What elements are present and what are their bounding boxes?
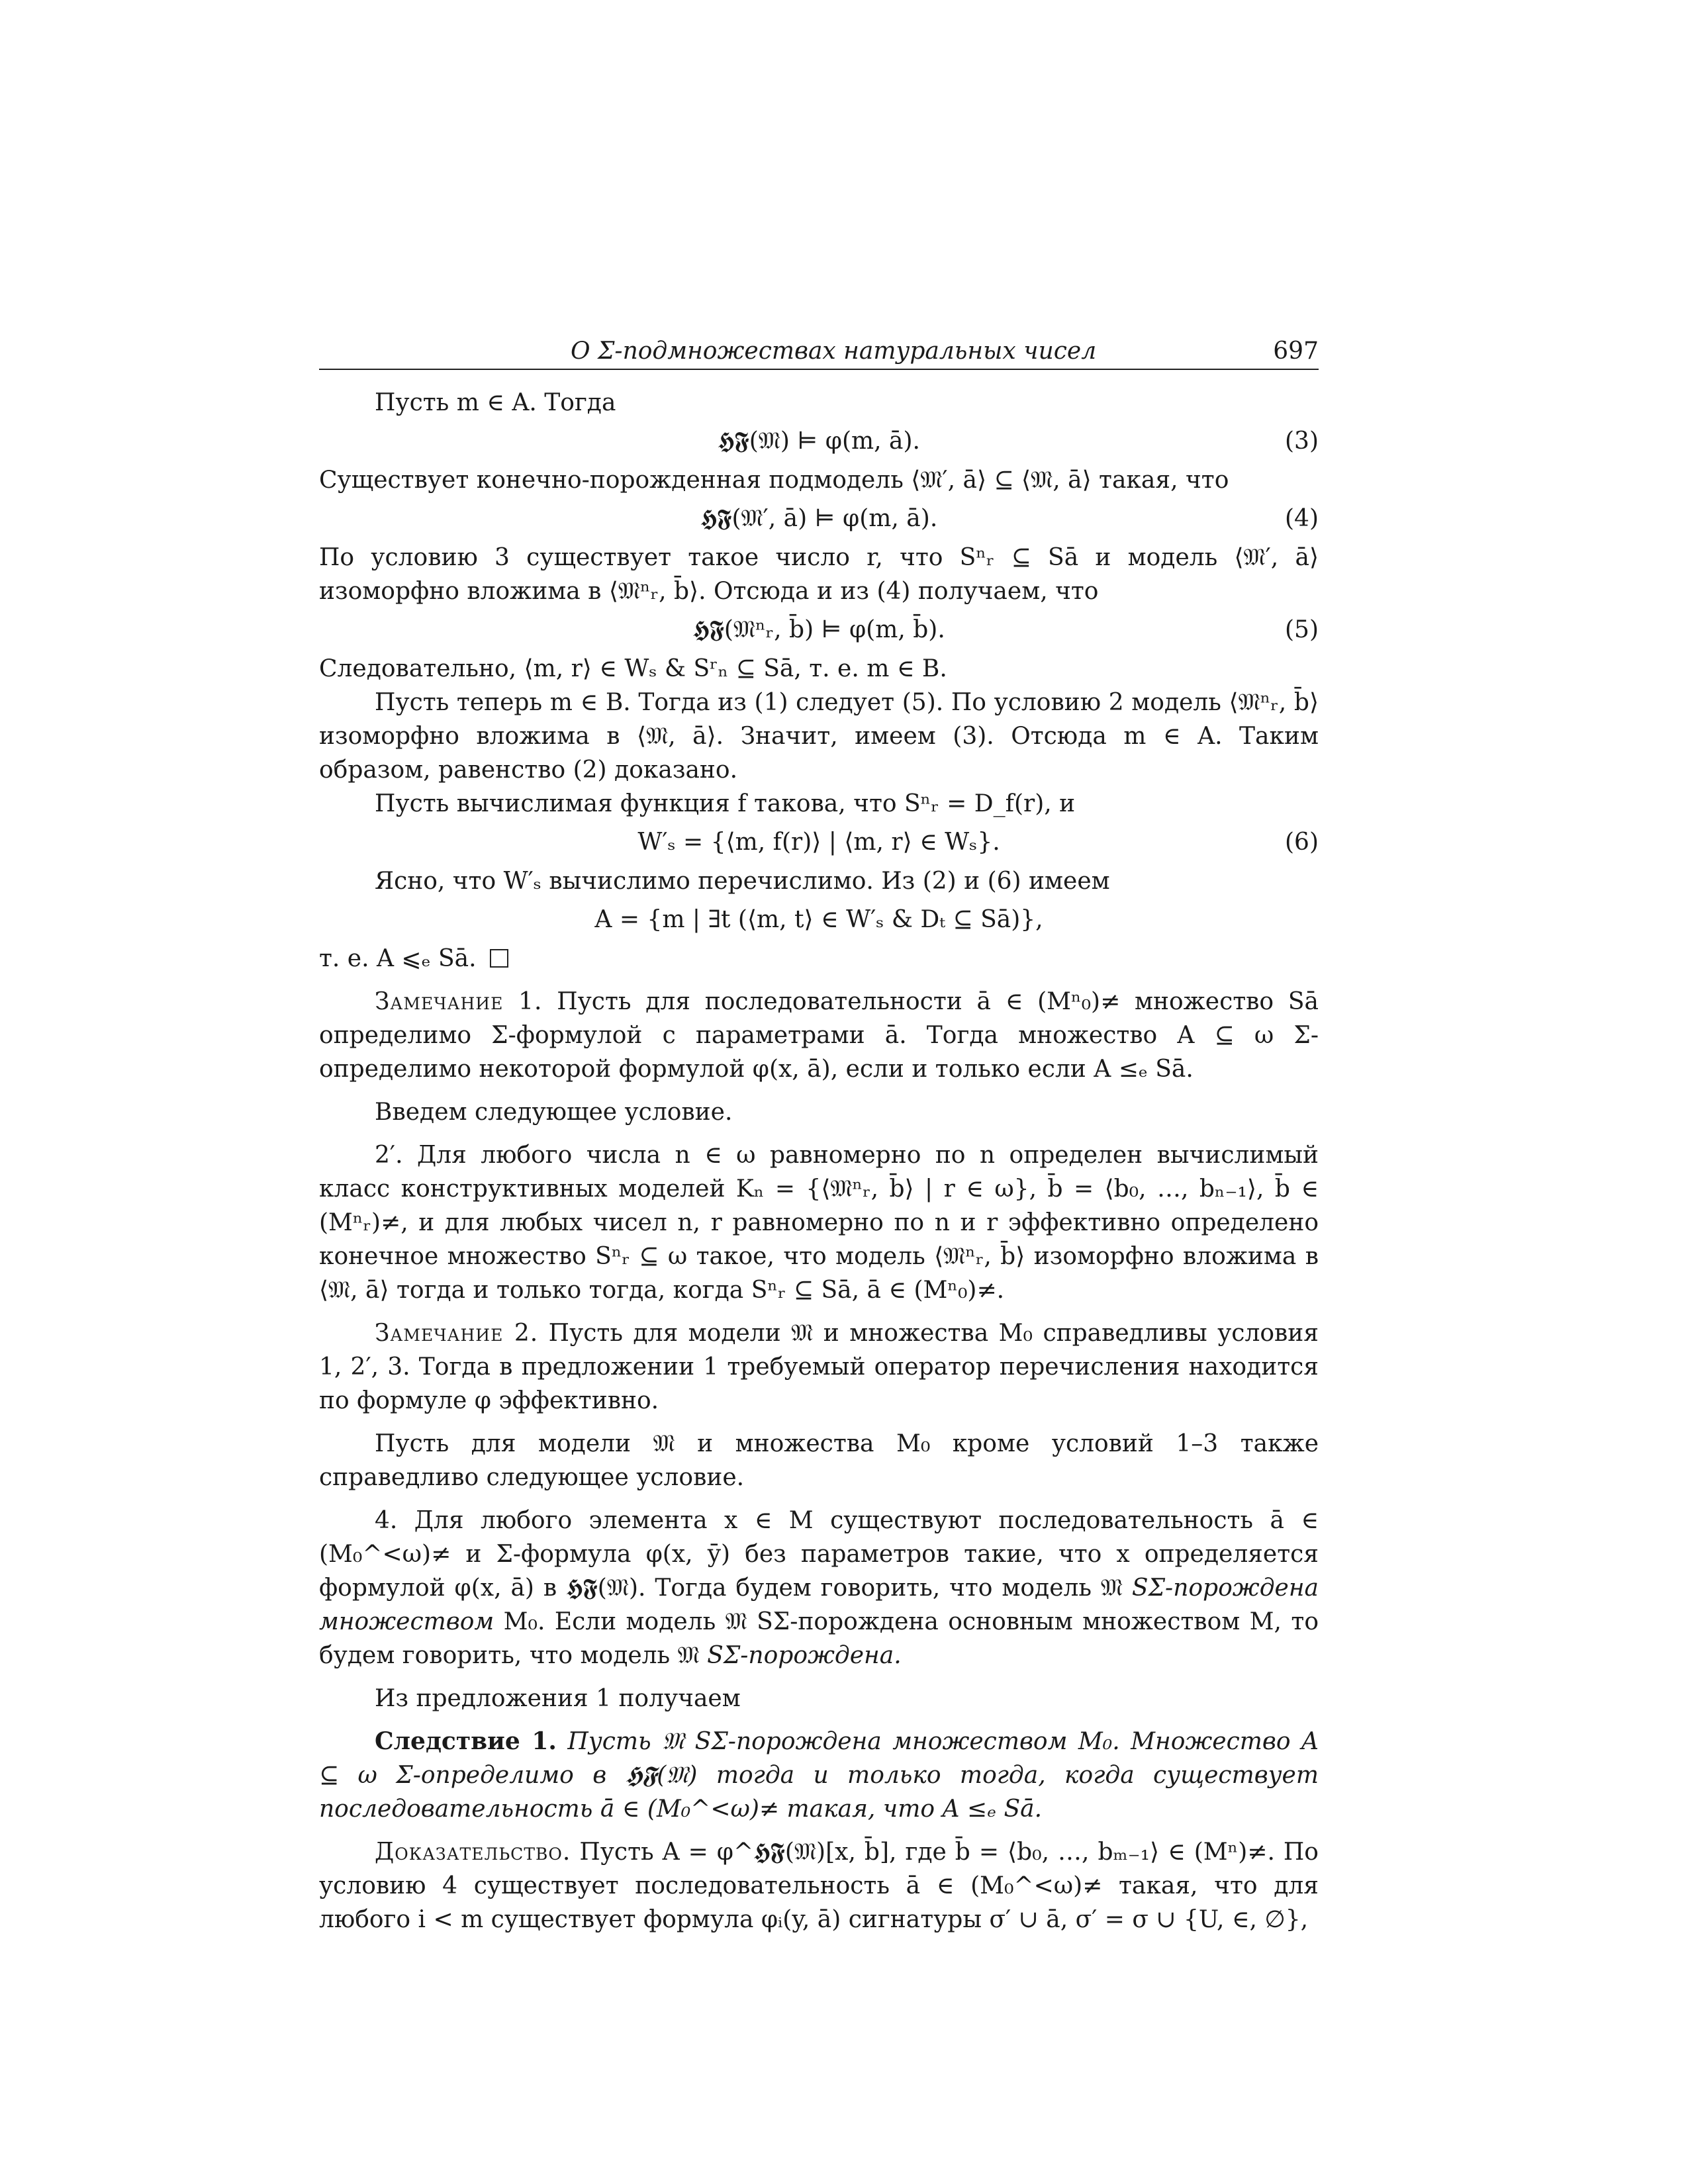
condition-text: M₀. Если модель 𝔐 SΣ-порождена основным множеством M, то будем говорить, что модель 𝔐 bbox=[319, 1608, 1319, 1669]
proof-label: Доказательство. bbox=[375, 1839, 571, 1866]
proof bbox=[319, 1835, 1319, 1936]
equation-body: 𝕳𝕱(𝔐ⁿᵣ, b̄) ⊨ φ(m, b̄). bbox=[692, 616, 945, 643]
running-title: О Σ-подмножествах натуральных чисел bbox=[571, 338, 1097, 365]
paragraph-text: т. е. A ⩽ₑ Sā. bbox=[319, 945, 477, 972]
corollary-text: Пусть 𝔐 SΣ-порождена множеством M₀. Множество A ⊆ ω Σ-определимо в 𝕳𝕱(𝔐) тогда и только тогда, когда существует последовательность ā ∈ (M₀^<ω)≠ такая, что A ≤ₑ Sā. bbox=[319, 1728, 1319, 1823]
remark-2 bbox=[319, 1316, 1319, 1418]
paragraph: Из предложения 1 получаем bbox=[375, 1685, 741, 1712]
paragraph: Ясно, что W′ₛ вычислимо перечислимо. Из (2) и (6) имеем bbox=[375, 868, 1110, 895]
equation-body: A = {m | ∃t (⟨m, t⟩ ∈ W′ₛ & Dₜ ⊆ Sā)}, bbox=[594, 906, 1043, 933]
equation-body: 𝕳𝕱(𝔐′, ā) ⊨ φ(m, ā). bbox=[700, 505, 938, 532]
equation-number: (3) bbox=[1285, 428, 1319, 455]
paragraph: Пусть теперь m ∈ B. Тогда из (1) следует (5). По условию 2 модель ⟨𝔐ⁿᵣ, b̄⟩ изоморфно вложима в ⟨𝔐, ā⟩. Значит, имеем (3). Отсюда m ∈ A. Таким образом, равенство (2) доказано. bbox=[319, 689, 1319, 784]
term-italic: SΣ-порождена. bbox=[707, 1642, 902, 1669]
proof-text: Пусть A = φ^𝕳𝕱(𝔐)[x, b̄], где b̄ = ⟨b₀, …, bₘ₋₁⟩ ∈ (Mⁿ)≠. По условию 4 существует последовательность ā ∈ (M₀^<ω)≠ такая, что для любого i < m существует формула φᵢ(y, ā) сигнатуры σ′ ∪ ā, σ′ = σ ∪ {U, ∈, ∅}, bbox=[319, 1839, 1319, 1933]
qed-square-icon bbox=[490, 949, 508, 968]
paragraph: По условию 3 существует такое число r, что Sⁿᵣ ⊆ Sā и модель ⟨𝔐′, ā⟩ изоморфно вложима в ⟨𝔐ⁿᵣ, b̄⟩. Отсюда и из (4) получаем, что bbox=[319, 544, 1319, 605]
equation-3 bbox=[319, 420, 1319, 463]
page-number: 697 bbox=[1273, 338, 1319, 365]
paragraph: Следовательно, ⟨m, r⟩ ∈ Wₛ & Sʳₙ ⊆ Sā, т. е. m ∈ B. bbox=[319, 655, 947, 682]
remark-label: Замечание 1. bbox=[375, 988, 543, 1015]
equation-number: (6) bbox=[1285, 829, 1319, 856]
paragraph-with-qed bbox=[319, 942, 1319, 976]
remark-text: Пусть для последовательности ā ∈ (Mⁿ₀)≠ множество Sā определимо Σ-формулой с параметрами ā. Тогда множество A ⊆ ω Σ-определимо некоторой формулой φ(x, ā), если и только если A ≤ₑ Sā. bbox=[319, 988, 1319, 1083]
term-italic: SΣ-порождена множеством bbox=[319, 1574, 1319, 1635]
page bbox=[319, 334, 1319, 1936]
paragraph: Пусть для модели 𝔐 и множества M₀ кроме условий 1–3 также справедливо следующее условие. bbox=[319, 1430, 1319, 1491]
condition-text: 4. Для любого элемента x ∈ M существуют последовательность ā ∈ (M₀^<ω)≠ и Σ-формула φ(x, ȳ) без параметров такие, что x определяется формулой φ(x, ā) в 𝕳𝕱(𝔐). Тогда будем говорить, что модель 𝔐 bbox=[319, 1507, 1319, 1602]
paragraph: Пусть вычислимая функция f такова, что Sⁿᵣ = D_f(r), и bbox=[375, 790, 1076, 817]
equation-4 bbox=[319, 497, 1319, 541]
equation-6 bbox=[319, 821, 1319, 864]
equation-5 bbox=[319, 608, 1319, 652]
equation-7 bbox=[319, 898, 1319, 942]
condition-4 bbox=[319, 1504, 1319, 1672]
condition-2-prime: 2′. Для любого числа n ∈ ω равномерно по n определен вычислимый класс конструктивных моделей Kₙ = {⟨𝔐ⁿᵣ, b̄⟩ | r ∈ ω}, b̄ = ⟨b₀, …, bₙ₋₁⟩, b̄ ∈ (Mⁿᵣ)≠, и для любых чисел n, r равномерно по n и r эффективно определено конечное множество Sⁿᵣ ⊆ ω такое, что модель ⟨𝔐ⁿᵣ, b̄⟩ изоморфно вложима в ⟨𝔐, ā⟩ тогда и только тогда, когда Sⁿᵣ ⊆ Sā, ā ∈ (Mⁿ₀)≠. bbox=[319, 1142, 1319, 1304]
remark-text: Пусть для модели 𝔐 и множества M₀ справедливы условия 1, 2′, 3. Тогда в предложении 1 требуемый оператор перечисления находится по формуле φ эффективно. bbox=[319, 1320, 1319, 1414]
corollary-1 bbox=[319, 1725, 1319, 1826]
equation-body: W′ₛ = {⟨m, f(r)⟩ | ⟨m, r⟩ ∈ Wₛ}. bbox=[637, 829, 1000, 856]
paragraph: Пусть m ∈ A. Тогда bbox=[375, 389, 616, 416]
running-header bbox=[319, 334, 1319, 370]
paragraph: Введем следующее условие. bbox=[375, 1099, 733, 1126]
equation-number: (5) bbox=[1285, 616, 1319, 643]
remark-1 bbox=[319, 985, 1319, 1086]
paragraph: Существует конечно-порожденная подмодель ⟨𝔐′, ā⟩ ⊆ ⟨𝔐, ā⟩ такая, что bbox=[319, 467, 1229, 494]
equation-body: 𝕳𝕱(𝔐) ⊨ φ(m, ā). bbox=[717, 428, 920, 455]
equation-number: (4) bbox=[1285, 505, 1319, 532]
remark-label: Замечание 2. bbox=[375, 1320, 539, 1347]
corollary-label: Следствие 1. bbox=[375, 1727, 557, 1755]
